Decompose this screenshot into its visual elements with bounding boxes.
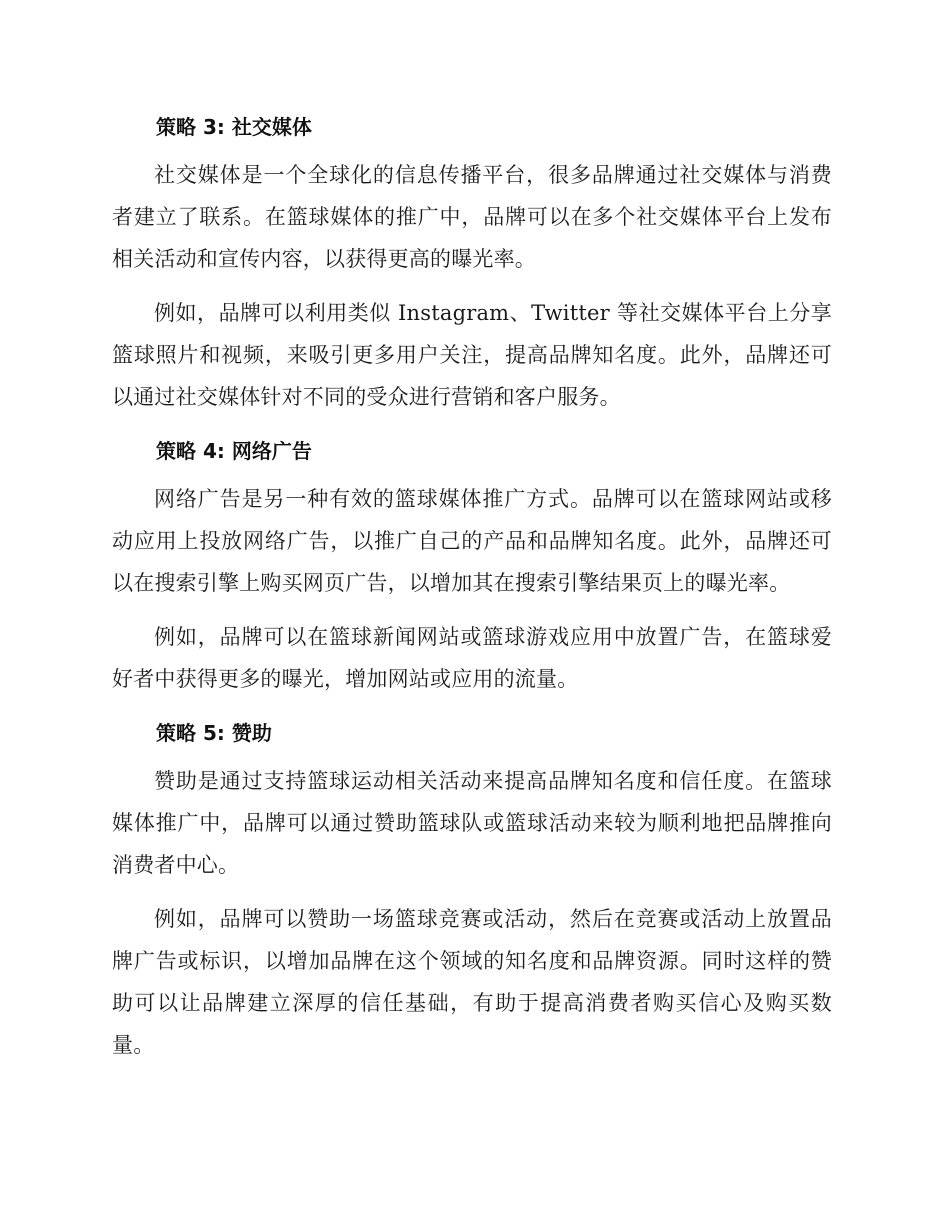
paragraph: 例如，品牌可以赞助一场篮球竞赛或活动，然后在竞赛或活动上放置品牌广告或标识，以增加品牌在这个领域的知名度和品牌资源。同时这样的赞助可以让品牌建立深厚的信任基础，有助于提高消费者购买信心及购买数量。	[112, 907, 832, 1057]
section-strategy-4	[112, 430, 832, 700]
paragraph: 网络广告是另一种有效的篮球媒体推广方式。品牌可以在篮球网站或移动应用上投放网络广告，以推广自己的产品和品牌知名度。此外，品牌还可以在搜索引擎上购买网页广告，以增加其在搜索引擎结果页上的曝光率。	[112, 487, 832, 595]
section-heading: 策略 4: 网络广告	[156, 439, 312, 463]
section-strategy-3	[112, 106, 832, 418]
paragraph: 例如，品牌可以利用类似 Instagram、Twitter 等社交媒体平台上分享篮球照片和视频，来吸引更多用户关注，提高品牌知名度。此外，品牌还可以通过社交媒体针对不同的受众进行营销和客户服务。	[112, 301, 832, 409]
paragraph: 例如，品牌可以在篮球新闻网站或篮球游戏应用中放置广告，在篮球爱好者中获得更多的曝光，增加网站或应用的流量。	[112, 625, 832, 691]
section-strategy-5	[112, 712, 832, 1066]
document-page	[112, 106, 832, 1078]
section-heading: 策略 5: 赞助	[156, 721, 272, 745]
paragraph: 赞助是通过支持篮球运动相关活动来提高品牌知名度和信任度。在篮球媒体推广中，品牌可以通过赞助篮球队或篮球活动来较为顺利地把品牌推向消费者中心。	[112, 769, 832, 877]
paragraph: 社交媒体是一个全球化的信息传播平台，很多品牌通过社交媒体与消费者建立了联系。在篮球媒体的推广中，品牌可以在多个社交媒体平台上发布相关活动和宣传内容，以获得更高的曝光率。	[112, 163, 832, 271]
section-heading: 策略 3: 社交媒体	[156, 115, 312, 139]
